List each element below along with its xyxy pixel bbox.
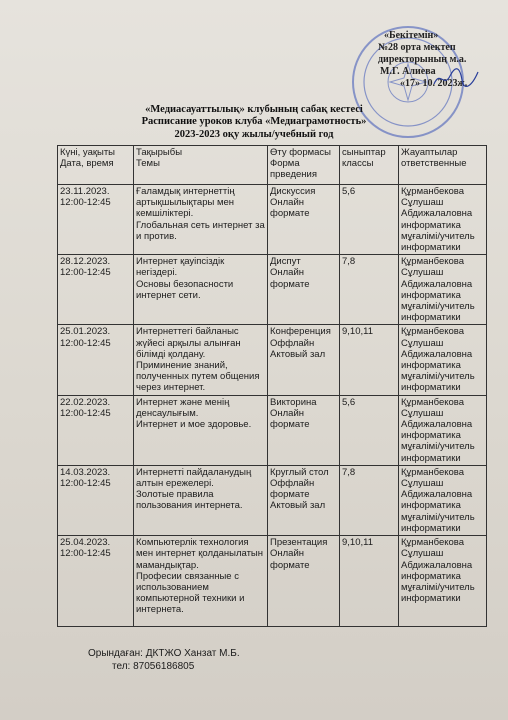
- table-row: [58, 325, 487, 395]
- cell-date: 25.01.2023. 12:00-12:45: [58, 325, 134, 395]
- cell-date: 22.02.2023. 12:00-12:45: [58, 395, 134, 465]
- cell-classes: 5,6: [340, 185, 399, 255]
- cell-topic: Интернет қауіпсіздік негіздері. Основы безопасности интернет сети.: [134, 255, 268, 325]
- approval-school: №28 орта мектеп: [378, 42, 456, 53]
- column-header: [134, 146, 268, 185]
- cell-classes: 5,6: [340, 395, 399, 465]
- column-header: [399, 146, 487, 185]
- cell-responsible: Құрманбекова Сұлушаш Абдижалаловна информатика мұғалімі/учитель информатики: [399, 395, 487, 465]
- table-row: [58, 465, 487, 535]
- column-header-date: Күні, уақыты Дата, время: [60, 147, 116, 170]
- cell-responsible: Құрманбекова Сұлушаш Абдижалаловна информатика мұғалімі/учитель информатики: [399, 185, 487, 255]
- column-header-topic: Тақырыбы Темы: [136, 147, 183, 170]
- column-header: [340, 146, 399, 185]
- cell-form: Диспут Онлайн формате: [268, 255, 340, 325]
- table-row: [58, 395, 487, 465]
- cell-date: 25.04.2023. 12:00-12:45: [58, 536, 134, 627]
- footer-phone: тел: 87056186805: [112, 661, 195, 672]
- cell-responsible: Құрманбекова Сұлушаш Абдижалаловна информатика мұғалімі/учитель информатики: [399, 255, 487, 325]
- cell-classes: 7,8: [340, 255, 399, 325]
- column-header: [58, 146, 134, 185]
- cell-form: Конференция Оффлайн Актовый зал: [268, 325, 340, 395]
- cell-topic: Ғаламдық интернеттің артықшылықтары мен кемшіліктері. Глобальная сеть интернет за и против.: [134, 185, 268, 255]
- schedule-table: [57, 145, 487, 627]
- cell-topic: Интернеттегі байланыс жүйесі арқылы алынған білімді қолдану. Приминение знаний, полученных путем общения через интернет.: [134, 325, 268, 395]
- approval-position: директорының м.а.: [378, 54, 467, 65]
- approval-name: М.Г. Алиева: [380, 66, 436, 77]
- cell-responsible: Құрманбекова Сұлушаш Абдижалаловна информатика мұғалімі/учитель информатики: [399, 536, 487, 627]
- title-russian: Расписание уроков клуба «Медиаграмотность»: [141, 116, 367, 127]
- column-header-classes: сыныптар классы: [342, 147, 386, 170]
- cell-responsible: Құрманбекова Сұлушаш Абдижалаловна информатика мұғалімі/учитель информатики: [399, 325, 487, 395]
- cell-date: 28.12.2023. 12:00-12:45: [58, 255, 134, 325]
- column-header-responsible: Жауаптылар ответственные: [401, 147, 467, 170]
- cell-date: 14.03.2023. 12:00-12:45: [58, 465, 134, 535]
- table-row: [58, 536, 487, 627]
- table-row: [58, 255, 487, 325]
- cell-classes: 9,10,11: [340, 325, 399, 395]
- cell-classes: 7,8: [340, 465, 399, 535]
- footer-executor: Орындаған: ДКТЖО Ханзат М.Б.: [88, 648, 240, 659]
- cell-form: Дискуссия Онлайн формате: [268, 185, 340, 255]
- approval-date: «17» 10. 2023ж.: [400, 78, 468, 89]
- cell-topic: Интернет және менің денсаулығым. Интернет и мое здоровье.: [134, 395, 268, 465]
- title-kazakh: «Медиасауаттылық» клубының сабақ кестесі: [145, 104, 363, 115]
- cell-classes: 9,10,11: [340, 536, 399, 627]
- approval-heading: «Бекітемін»: [384, 30, 439, 41]
- cell-date: 23.11.2023. 12:00-12:45: [58, 185, 134, 255]
- table-row: [58, 185, 487, 255]
- signature: [432, 66, 480, 90]
- cell-topic: Компьютерлік технология мен интернет қолданылатын мамандықтар. Професии связанные с использованием компьютерной техники и интернета.: [134, 536, 268, 627]
- cell-form: Викторина Онлайн формате: [268, 395, 340, 465]
- column-header-form: Өту формасы Форма прведения: [270, 147, 332, 181]
- column-header: [268, 146, 340, 185]
- cell-responsible: Құрманбекова Сұлушаш Абдижалаловна информатика мұғалімі/учитель информатики: [399, 465, 487, 535]
- title-academic-year: 2023-2023 оқу жылы/учебный год: [174, 129, 334, 140]
- cell-form: Круглый стол Оффлайн формате Актовый зал: [268, 465, 340, 535]
- cell-form: Презентация Онлайн формате: [268, 536, 340, 627]
- table-header-row: [58, 146, 487, 185]
- cell-topic: Интернетті пайдаланудың алтын ережелері. Золотые правила пользования интернета.: [134, 465, 268, 535]
